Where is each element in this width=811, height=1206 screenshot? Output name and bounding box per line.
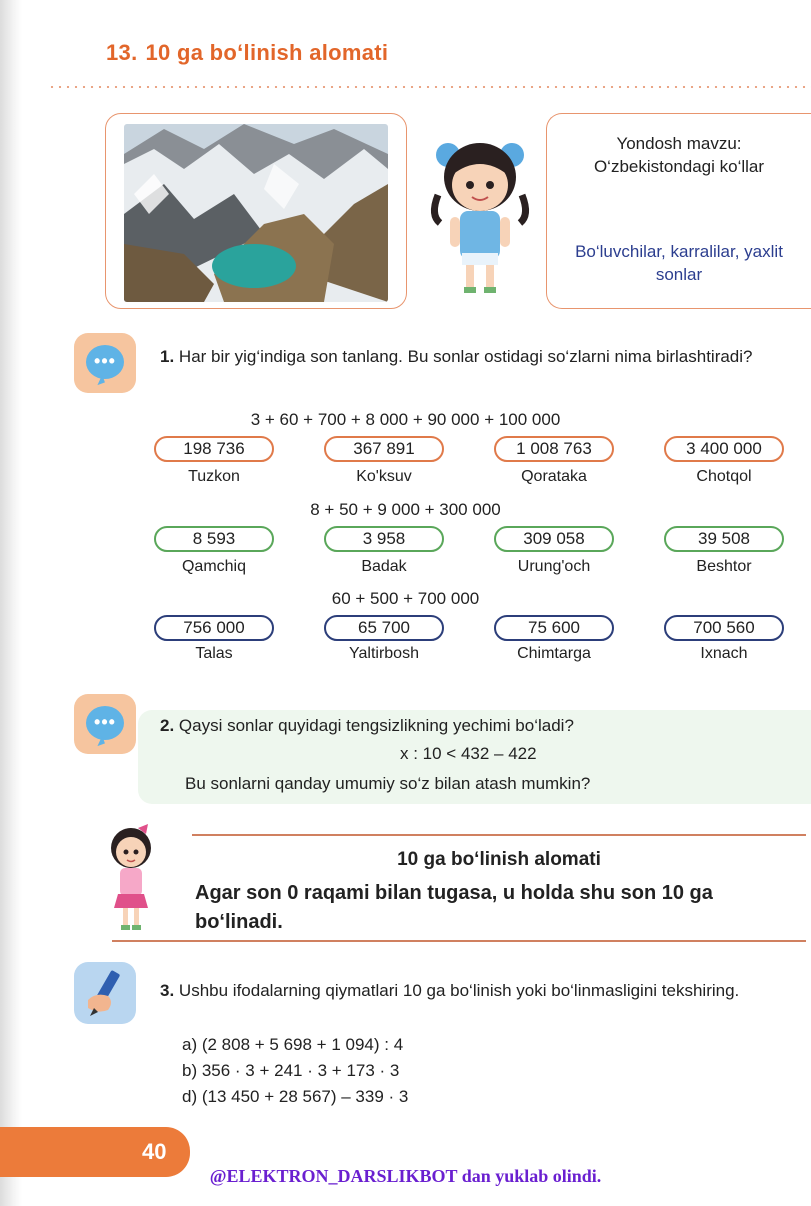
lake-name: Chotqol	[696, 468, 752, 485]
rule-top-line	[192, 834, 806, 836]
girl-small-illustration	[100, 822, 162, 934]
lake-name: Beshtor	[696, 558, 752, 575]
mountain-lake-photo	[124, 124, 388, 302]
number-pill: 367 891	[324, 436, 444, 462]
lake-name: Ko'ksuv	[356, 468, 412, 485]
expression-1: 3 + 60 + 700 + 8 000 + 90 000 + 100 000	[250, 410, 561, 429]
lake-name: Ixnach	[700, 645, 748, 662]
number-pill: 3 400 000	[664, 436, 784, 462]
topic-box	[546, 113, 811, 309]
lake-name: Chimtarga	[517, 645, 591, 662]
exercise-1-text: 1. Har bir yig‘indiga son tanlang. Bu sonlar ostidagi so‘zlarni nima birlashtiradi?	[160, 347, 753, 366]
number-pill: 3 958	[324, 526, 444, 552]
number-pill: 756 000	[154, 615, 274, 641]
lake-name: Tuzkon	[188, 468, 240, 485]
inequality: x : 10 < 432 – 422	[400, 744, 537, 763]
expression-b: b) 356 · 3 + 241 · 3 + 173 · 3	[182, 1061, 400, 1080]
exercise-2-question: 2. Qaysi sonlar quyidagi tengsizlikning yechimi bo‘ladi?	[160, 716, 574, 735]
number-pill: 1 008 763	[494, 436, 614, 462]
girl-illustration	[420, 135, 540, 300]
number-pill: 75 600	[494, 615, 614, 641]
expression-3: 60 + 500 + 700 000	[331, 589, 480, 608]
lake-photo-frame	[105, 113, 407, 309]
rule-bottom-line	[112, 940, 806, 942]
exercise-3-text: 3. Ushbu ifodalarning qiymatlari 10 ga bo‘linish yoki bo‘linmasligini tekshiring.	[160, 981, 740, 1000]
number-pill: 700 560	[664, 615, 784, 641]
number-pill: 198 736	[154, 436, 274, 462]
rule-text: Agar son 0 raqami bilan tugasa, u holda shu son 10 ga bo‘linadi.	[195, 882, 713, 933]
chat-icon-ex2: •••	[74, 694, 136, 754]
pencil-icon	[74, 962, 136, 1024]
page-number: 40	[142, 1139, 167, 1164]
expression-d: d) (13 450 + 28 567) – 339 · 3	[182, 1087, 409, 1106]
lake-name: Badak	[361, 558, 407, 575]
number-pill: 39 508	[664, 526, 784, 552]
exercise-2-followup: Bu sonlarni qanday umumiy so‘z bilan atash mumkin?	[185, 774, 591, 793]
lake-name: Qamchiq	[181, 558, 247, 575]
lesson-title-text: 10 ga bo‘linish alomati	[145, 40, 389, 65]
topic-subtitle: Bo‘luvchilar, karralilar, yaxlit sonlar	[575, 242, 783, 284]
number-pill: 309 058	[494, 526, 614, 552]
number-pill: 8 593	[154, 526, 274, 552]
related-topic: Yondosh mavzu: O‘zbekistondagi ko‘llar	[593, 134, 765, 176]
footer-watermark: @ELEKTRON_DARSLIKBOT dan yuklab olindi.	[209, 1166, 602, 1186]
lake-name: Qorataka	[521, 468, 587, 485]
expression-2: 8 + 50 + 9 000 + 300 000	[310, 500, 501, 519]
lesson-number: 13.	[106, 40, 138, 65]
lesson-title	[106, 40, 388, 66]
lake-name: Yaltirbosh	[349, 645, 419, 662]
lake-name: Talas	[195, 645, 233, 662]
dotted-divider	[48, 86, 811, 88]
lake-name: Urung'och	[517, 558, 591, 575]
chat-icon-ex1: •••	[74, 333, 136, 393]
number-pill: 65 700	[324, 615, 444, 641]
expression-a: a) (2 808 + 5 698 + 1 094) : 4	[182, 1035, 404, 1054]
rule-title: 10 ga bo‘linish alomati	[397, 849, 601, 870]
